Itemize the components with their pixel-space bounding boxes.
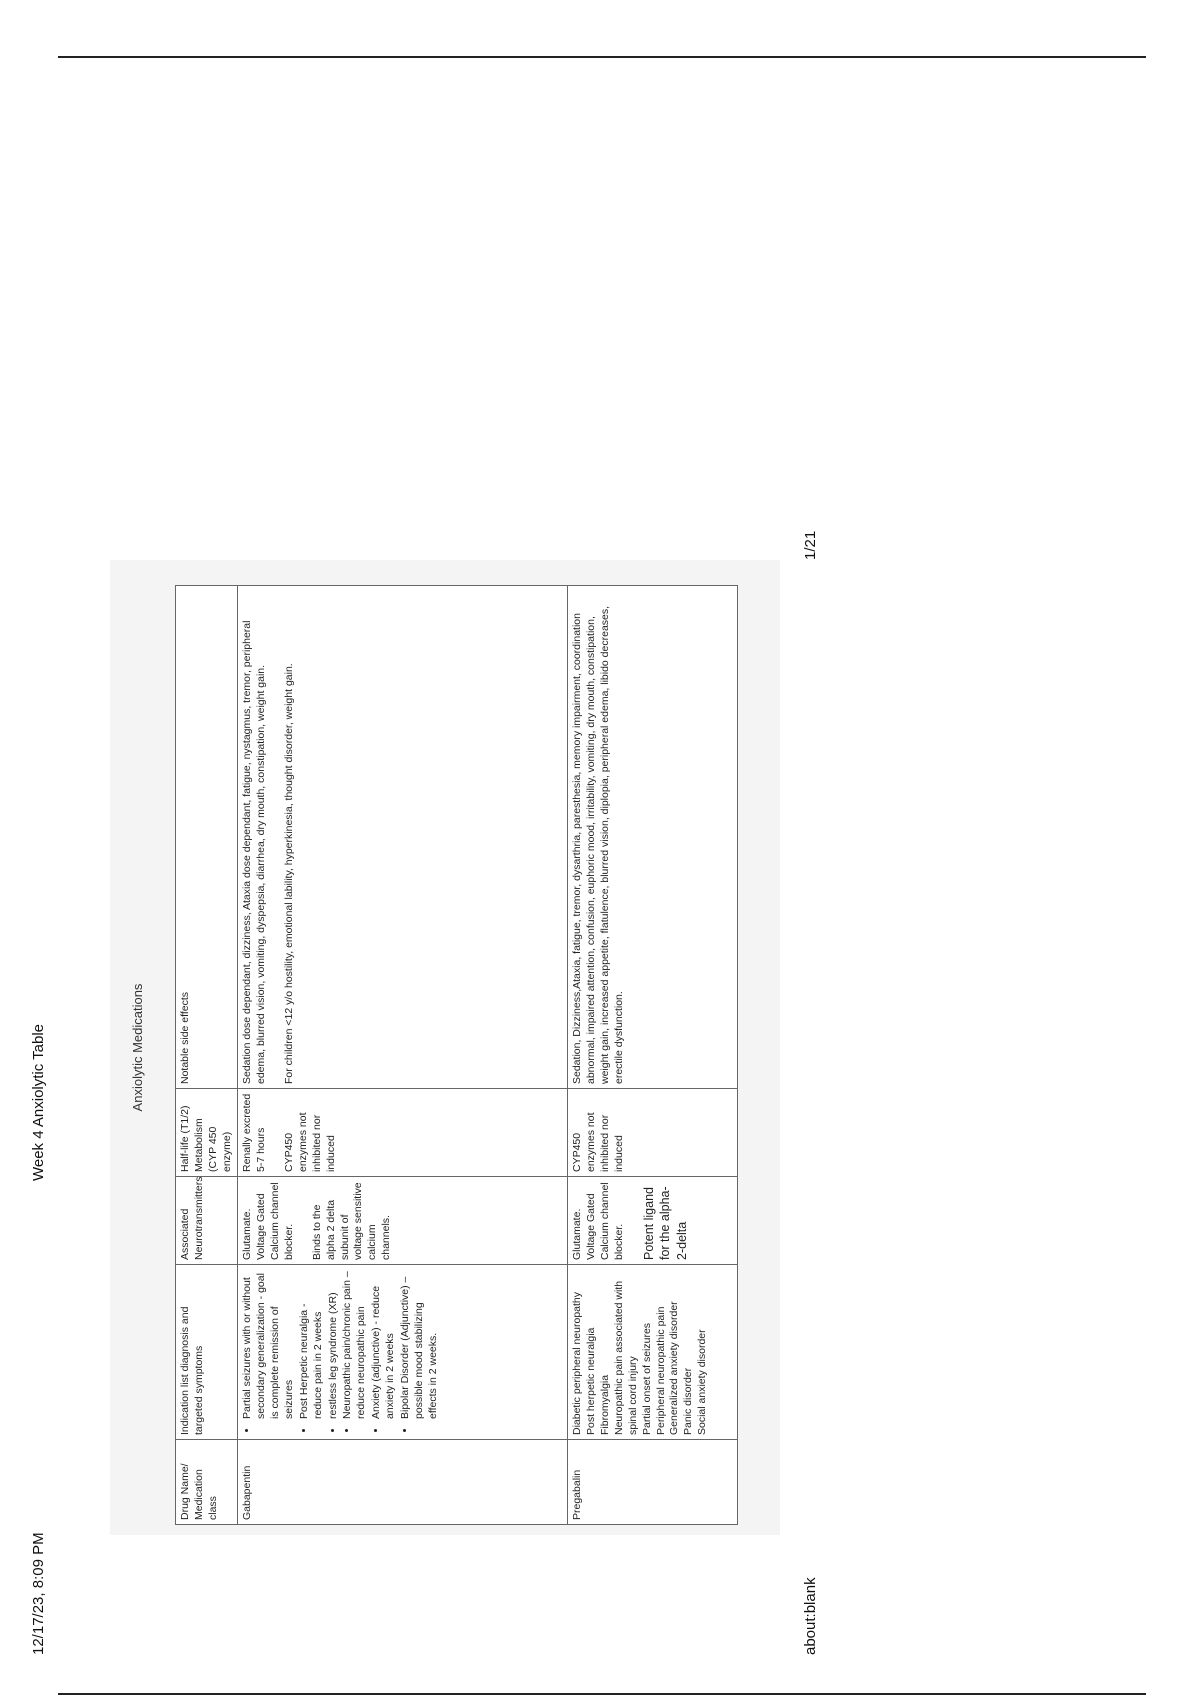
side-effects-text: For children <12 y/o hostility, emotional lability, hyperkinesia, thought disorder, weight gain. [283, 663, 296, 1084]
side-effects-text: Sedation dose dependant, dizziness, Ataxia dose dependant, fatigue, nystagmus, tremor, peripheral edema, blurred vision, vomiting, dyspepsia, diarrhea, dry mouth, constipation, weight gain. [241, 620, 268, 1084]
halflife-text: CYP450 enzymes not inhibited nor induced [283, 1112, 337, 1172]
header-indication: Indication list diagnosis and targeted symptoms [176, 1265, 238, 1440]
scanned-document [110, 560, 780, 1535]
neurotransmitter-text: Glutamate. Voltage Gated Calcium channel blocker. [571, 1182, 626, 1260]
list-item: • Partial seizures with or without secondary generalization - goal is complete remission of seizures [241, 1269, 296, 1419]
list-item: Generalized anxiety disorder [668, 1301, 681, 1435]
list-item: • Anxiety (adjunctive) - reduce anxiety in 2 weeks [370, 1269, 398, 1419]
neurotransmitter-text: Glutamate. Voltage Gated Calcium channel blocker. [241, 1182, 296, 1260]
printed-page [20, 530, 840, 1675]
list-item: • restless leg syndrome (XR) [327, 1269, 341, 1419]
list-item: • Neuropathic pain/chronic pain – reduce neuropathic pain [341, 1269, 369, 1419]
drug-name: Pregabalin [568, 1440, 738, 1525]
list-item: Neuropathic pain associated with spinal cord injury [613, 1280, 639, 1435]
neurotransmitter-text: Potent ligand for the alpha-2-delta [641, 1186, 689, 1260]
list-item: Post herpetic neuralgia [585, 1327, 598, 1435]
halflife-cell [238, 1089, 568, 1177]
list-item: Diabetic peripheral neuropathy [571, 1291, 584, 1435]
header-side-effects: Notable side effects [176, 586, 238, 1089]
table-row [568, 586, 738, 1525]
indication-list [241, 1269, 440, 1435]
bottom-divider [58, 1693, 1146, 1695]
side-effects-cell [568, 586, 738, 1089]
header-neurotransmitters: Associated Neurotransmitters [176, 1177, 238, 1265]
medication-table [175, 585, 738, 1525]
neurotransmitter-text: Binds to the alpha 2 delta subunit of voltage sensitive calcium channels. [310, 1182, 393, 1260]
print-page-number: 1/21 [802, 530, 819, 560]
header-halflife: Half-life (T1/2) Metabolism (CYP 450 enzyme) [176, 1089, 238, 1177]
print-url: about:blank [802, 1577, 819, 1655]
table-row [238, 586, 568, 1525]
list-item: • Post Herpetic neuralgia - reduce pain in 2 weeks [298, 1269, 326, 1419]
list-item: Peripheral neuropathic pain [654, 1306, 667, 1435]
list-item: Panic disorder [682, 1367, 695, 1435]
indication-cell [568, 1265, 738, 1440]
document-title: Anxiolytic Medications [130, 983, 145, 1112]
indication-cell [238, 1265, 568, 1440]
neurotransmitter-cell [238, 1177, 568, 1265]
top-divider [58, 56, 1146, 58]
halflife-cell [568, 1089, 738, 1177]
side-effects-text: Sedation, Dizziness,Ataxia, fatigue, tremor, dysarthria, paresthesia, memory impairment, coordination abnormal, impaired attention, confusion, euphoric mood, irritability, vomiting, dry mouth, constipation, weight gain, increased appetite, flatulence, blurred vision, diplopia, peripheral edema, libido decreases, erectile dysfunction. [571, 605, 626, 1084]
list-item: Fibromyalgia [599, 1374, 612, 1435]
list-item: Partial onset of seizures [640, 1322, 653, 1435]
list-item: • Bipolar Disorder (Adjunctive) – possible mood stabilizing effects in 2 weeks. [399, 1269, 441, 1419]
list-item: Social anxiety disorder [696, 1329, 709, 1435]
header-drug: Drug Name/ Medication class [176, 1440, 238, 1525]
halflife-text: CYP450 enzymes not inhibited nor induced [571, 1112, 626, 1172]
drug-name: Gabapentin [238, 1440, 568, 1525]
table-header-row [176, 586, 238, 1525]
side-effects-cell [238, 586, 568, 1089]
print-datetime: 12/17/23, 8:09 PM [30, 1532, 47, 1655]
print-title: Week 4 Anxiolytic Table [30, 1023, 47, 1182]
halflife-text: Renally excreted 5-7 hours [241, 1093, 268, 1172]
neurotransmitter-cell [568, 1177, 738, 1265]
